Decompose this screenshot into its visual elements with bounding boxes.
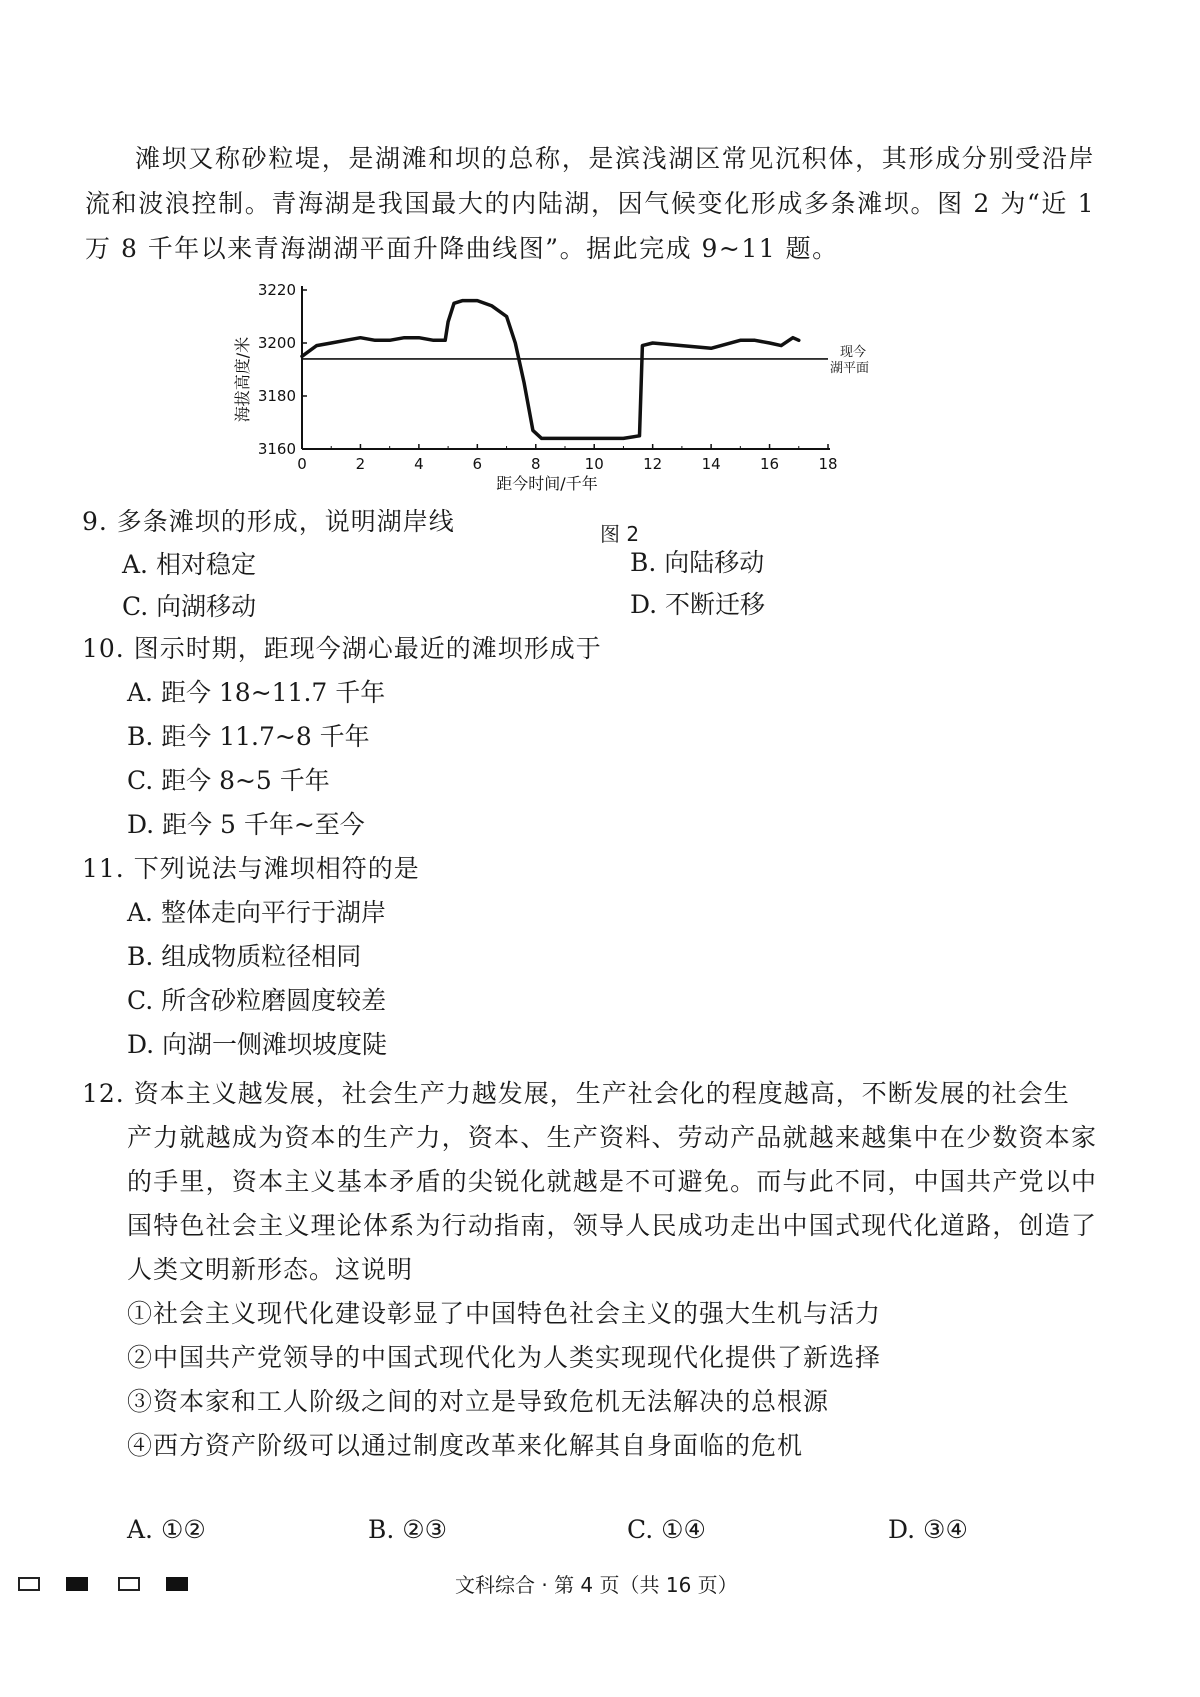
q9-stem: 9. 多条滩坝的形成，说明湖岸线	[82, 507, 455, 536]
q12-stem-rest: 产力就越成为资本的生产力，资本、生产资料、劳动产品就越来越集中在少数资本家的手里，资本主义基本矛盾的尖锐化就越是不可避免。而与此不同，中国共产党以中国特色社会主义理论体系为行动指南，领导人民成功走出中国式现代化道路，创造了人类文明新形态。这说明	[127, 1123, 1097, 1284]
registration-mark-hollow-2	[118, 1577, 140, 1591]
q9-option-d[interactable]: D. 不断迁移	[630, 590, 766, 619]
q12-statement-2: ②中国共产党领导的中国式现代化为人类实现现代化提供了新选择	[127, 1343, 882, 1372]
q11-option-a[interactable]: A. 整体走向平行于湖岸	[127, 898, 386, 927]
registration-mark-hollow-1	[18, 1577, 40, 1591]
q12-statement-3: ③资本家和工人阶级之间的对立是导致危机无法解决的总根源	[127, 1387, 830, 1416]
y-tick-label: 3220	[257, 281, 296, 299]
q12-block	[82, 1072, 1102, 1468]
q11-option-b[interactable]: B. 组成物质粒径相同	[127, 942, 362, 971]
x-tick-label: 12	[643, 455, 663, 473]
y-tick-label: 3160	[257, 440, 296, 458]
y-axis-label: 海拔高度/米	[233, 336, 252, 423]
q11-option-c[interactable]: C. 所含砂粒磨圆度较差	[127, 986, 387, 1015]
x-tick-label: 2	[355, 455, 366, 473]
q11-stem: 11. 下列说法与滩坝相符的是	[82, 854, 420, 883]
q12-option-c[interactable]: C. ①④	[627, 1515, 706, 1544]
reference-label-line2: 湖平面	[830, 360, 870, 376]
x-tick-label: 8	[531, 455, 541, 473]
q9-option-b[interactable]: B. 向陆移动	[630, 548, 765, 577]
registration-mark-solid-2	[166, 1577, 188, 1591]
q10-option-d[interactable]: D. 距今 5 千年~至今	[127, 810, 365, 839]
q9-option-c[interactable]: C. 向湖移动	[122, 592, 257, 621]
x-axis-label: 距今时间/千年	[496, 474, 598, 493]
footer-page-info: 文科综合 · 第 4 页（共 16 页）	[455, 1573, 738, 1597]
q9-option-a[interactable]: A. 相对稳定	[122, 550, 256, 579]
y-tick-label: 3200	[257, 334, 296, 352]
q12-option-a[interactable]: A. ①②	[127, 1515, 206, 1544]
x-tick-label: 16	[760, 455, 780, 473]
q12-option-b[interactable]: B. ②③	[368, 1515, 448, 1544]
lake-level-curve	[302, 301, 799, 439]
x-tick-label: 6	[472, 455, 483, 473]
q10-option-a[interactable]: A. 距今 18~11.7 千年	[127, 678, 386, 707]
registration-mark-solid-1	[66, 1577, 88, 1591]
page-footer	[0, 1565, 1200, 1605]
x-tick-label: 0	[297, 455, 307, 473]
lake-level-chart	[230, 270, 990, 530]
figure-caption: 图 2	[600, 522, 640, 546]
y-tick-label: 3180	[257, 387, 296, 405]
x-tick-label: 14	[701, 455, 721, 473]
x-tick-label: 18	[818, 455, 838, 473]
reference-label-line1: 现今	[840, 344, 867, 360]
q12-statement-1: ①社会主义现代化建设彰显了中国特色社会主义的强大生机与活力	[127, 1299, 882, 1328]
q12-statement-4: ④西方资产阶级可以通过制度改革来化解其自身面临的危机	[127, 1431, 804, 1460]
q10-stem: 10. 图示时期，距现今湖心最近的滩坝形成于	[82, 634, 602, 663]
q11-option-d[interactable]: D. 向湖一侧滩坝坡度陡	[127, 1030, 388, 1059]
x-tick-label: 4	[414, 455, 424, 473]
q10-option-c[interactable]: C. 距今 8~5 千年	[127, 766, 330, 795]
q12-option-d[interactable]: D. ③④	[888, 1515, 968, 1544]
q12-stem-line1: 12. 资本主义越发展，社会生产力越发展，生产社会化的程度越高，不断发展的社会生	[82, 1079, 1070, 1108]
chart-svg	[230, 270, 990, 510]
intro-paragraph: 滩坝又称砂粒堤，是湖滩和坝的总称，是滨浅湖区常见沉积体，其形成分别受沿岸流和波浪控制。青海湖是我国最大的内陆湖，因气候变化形成多条滩坝。图 2 为“近 1 万 8 千年以来青海湖湖平面升降曲线图”。据此完成 9~11 题。	[85, 144, 1095, 263]
q10-option-b[interactable]: B. 距今 11.7~8 千年	[127, 722, 370, 751]
x-tick-label: 10	[584, 455, 604, 473]
